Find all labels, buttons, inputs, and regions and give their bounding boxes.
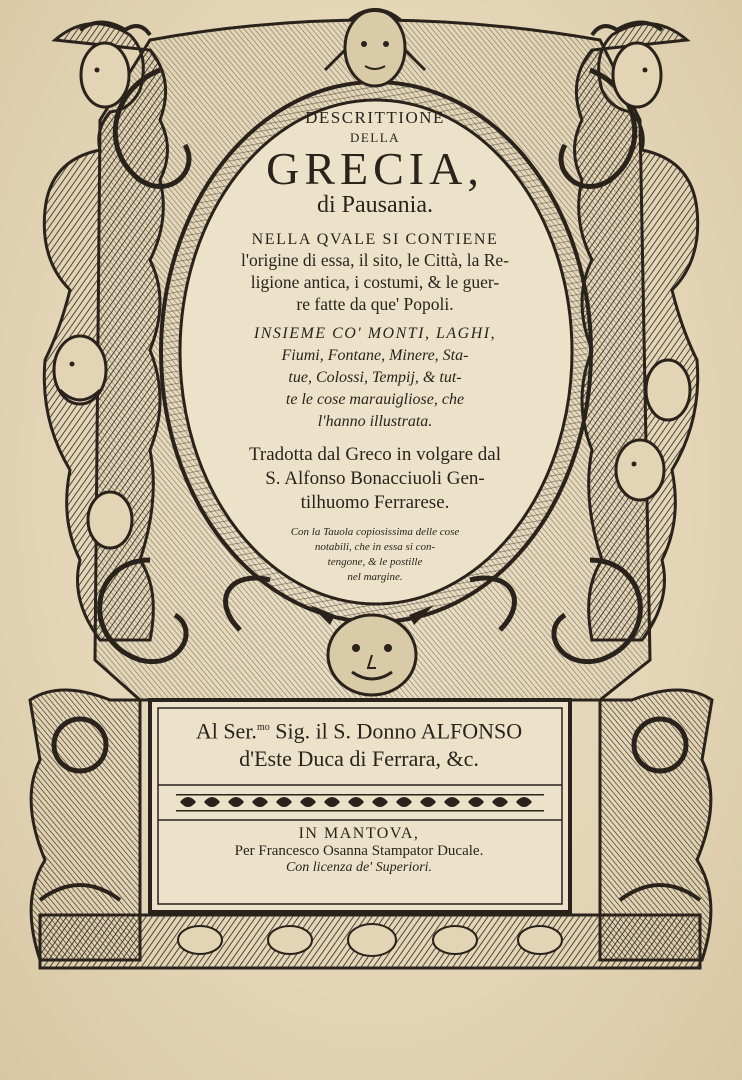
dedication-ser: Al Ser.: [195, 718, 257, 744]
dedication-sup: mo: [256, 722, 270, 733]
imprint-license: Con licenza de' Superiori.: [285, 860, 433, 876]
title-line-pausania: di Pausania.: [317, 192, 433, 218]
tavola-line-1: Con la Tauola copiosissima delle cose: [290, 526, 460, 538]
title-line-descrittione: DESCRITTIONE: [305, 108, 445, 127]
title-line-della: DELLA: [349, 130, 401, 145]
imprint-place: IN MANTOVA,: [298, 825, 420, 843]
translation-line-3: tilhuomo Ferrarese.: [300, 492, 450, 513]
italic-line-4: te le cose marauigliose, che: [285, 391, 465, 408]
subtitle-line-3: ligione antica, i costumi, & le guer-: [250, 272, 500, 292]
italic-line-3: tue, Colossi, Tempij, & tut-: [288, 369, 462, 386]
italic-line-5: l'hanno illustrata.: [317, 413, 433, 430]
subtitle-line-2: l'origine di essa, il sito, le Città, la Re-: [240, 250, 510, 270]
dedication-line-2: d'Este Duca di Ferrara, &c.: [239, 746, 479, 772]
dedication-line-1: [160, 714, 558, 745]
tavola-line-4: nel margine.: [347, 571, 403, 583]
tavola-line-3: tengone, & le postille: [327, 556, 423, 568]
title-line-grecia: GRECIA,: [266, 143, 484, 194]
dedication-imprint-text: [160, 708, 558, 904]
subtitle-line-1: NELLA QVALE SI CONTIENE: [251, 231, 499, 248]
dedication-rest: Sig. il S. Donno ALFONSO: [269, 718, 523, 744]
italic-line-2: Fiumi, Fontane, Minere, Sta-: [281, 347, 469, 364]
translation-line-2: S. Alfonso Bonacciuoli Gen-: [265, 468, 485, 489]
tavola-line-2: notabili, che in essa si con-: [314, 541, 436, 553]
italic-line-1: INSIEME CO' MONTI, LAGHI,: [253, 325, 497, 342]
subtitle-line-4: re fatte da que' Popoli.: [296, 294, 454, 314]
imprint-printer: Per Francesco Osanna Stampator Ducale.: [234, 843, 484, 860]
oval-title-block: [190, 100, 560, 600]
translation-line-1: Tradotta dal Greco in volgare dal: [248, 444, 502, 465]
